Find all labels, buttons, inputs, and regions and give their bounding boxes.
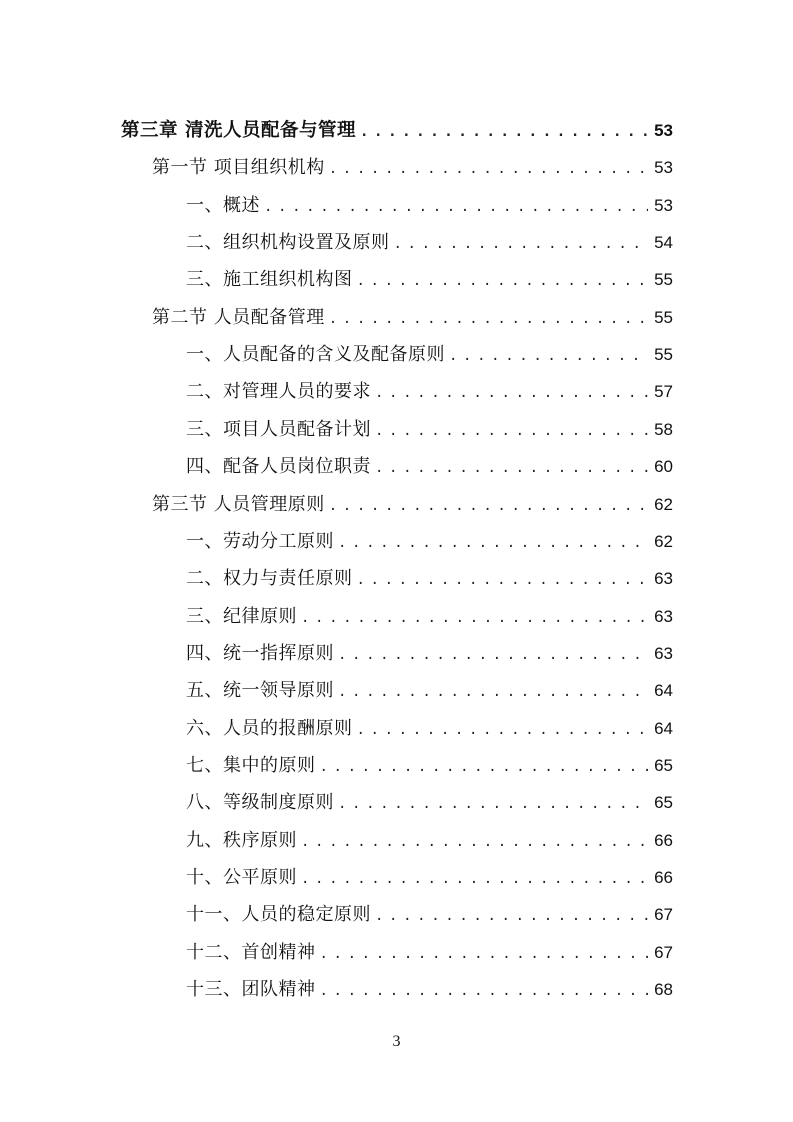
toc-entry-page: 64 [654,719,673,738]
toc-entry-label: 一、劳动分工原则 [186,531,334,552]
toc-entry[interactable] [186,747,673,784]
toc-dot-leader [320,936,649,973]
toc-entry[interactable] [186,373,673,410]
toc-entry-label: 十二、首创精神 [186,942,316,963]
toc-dot-leader [329,151,648,188]
toc-entry[interactable] [186,971,673,1008]
toc-dot-leader [338,637,648,674]
toc-dot-leader [449,338,648,375]
toc-entry-page: 53 [654,196,673,215]
toc-entry[interactable] [152,149,673,186]
toc-entry[interactable] [186,560,673,597]
toc-dot-leader [338,786,648,823]
toc-entry-page: 63 [654,607,673,626]
toc-entry-page: 65 [654,793,673,812]
toc-entry[interactable] [186,187,673,224]
toc-dot-leader [357,712,649,749]
toc-entry-page: 67 [654,943,673,962]
toc-dot-leader [301,824,648,861]
toc-entry-label: 五、统一领导原则 [186,680,334,701]
toc-entry-page: 63 [654,569,673,588]
toc-entry-page: 66 [654,868,673,887]
toc-entry-label: 四、统一指挥原则 [186,643,334,664]
toc-entry-page: 63 [654,644,673,663]
toc-entry-label: 八、等级制度原则 [186,792,334,813]
toc-entry[interactable] [186,261,673,298]
toc-dot-leader [320,973,649,1010]
toc-dot-leader [301,600,648,637]
toc-entry-label: 一、概述 [186,195,260,216]
toc-entry-page: 53 [654,158,673,177]
toc-dot-leader [375,375,648,412]
toc-entry-label: 十、公平原则 [186,867,297,888]
toc-entry-label: 九、秩序原则 [186,830,297,851]
toc-entry-label: 二、组织机构设置及原则 [186,232,390,253]
toc-entry-label: 二、对管理人员的要求 [186,381,371,402]
toc-entry-label: 二、权力与责任原则 [186,568,353,589]
toc-entry[interactable] [186,411,673,448]
toc-dot-leader [329,488,648,525]
toc-entry[interactable] [186,598,673,635]
toc-entry[interactable] [186,635,673,672]
toc-entry[interactable] [186,934,673,971]
toc-dot-leader [264,189,648,226]
toc-entry-page: 67 [654,905,673,924]
toc-entry-label: 一、人员配备的含义及配备原则 [186,344,445,365]
toc-dot-leader [357,562,649,599]
toc-entry-page: 65 [654,756,673,775]
toc-entry-label: 三、项目人员配备计划 [186,419,371,440]
toc-entry-label: 六、人员的报酬原则 [186,718,353,739]
toc-entry-label: 第二节 人员配备管理 [152,307,325,328]
toc-entry[interactable] [186,224,673,261]
toc-entry[interactable] [152,299,673,336]
toc-entry-label: 第三节 人员管理原则 [152,494,325,515]
toc-entry[interactable] [186,672,673,709]
toc-entry-page: 53 [654,121,673,140]
toc-dot-leader [357,263,649,300]
toc-entry-page: 62 [654,495,673,514]
toc-entry-label: 七、集中的原则 [186,755,316,776]
toc-dot-leader [301,861,648,898]
toc-entry-label: 三、纪律原则 [186,606,297,627]
toc-entry-label: 四、配备人员岗位职责 [186,456,371,477]
toc-entry[interactable] [186,448,673,485]
toc-entry-label: 三、施工组织机构图 [186,269,353,290]
toc-dot-leader [375,450,648,487]
toc-entry[interactable] [186,896,673,933]
toc-entry-page: 55 [654,345,673,364]
toc-entry-label: 十三、团队精神 [186,979,316,1000]
toc-entry-page: 68 [654,980,673,999]
toc-entry-label: 第一节 项目组织机构 [152,157,325,178]
toc-entry[interactable] [186,710,673,747]
toc-dot-leader [394,226,649,263]
toc-entry-page: 55 [654,308,673,327]
toc-dot-leader [338,525,648,562]
toc-entry[interactable] [121,112,673,149]
toc-entry[interactable] [186,523,673,560]
toc-entry-page: 66 [654,831,673,850]
toc-entry-page: 60 [654,457,673,476]
toc-entry-page: 54 [654,233,673,252]
toc-entry-page: 62 [654,532,673,551]
toc-entry[interactable] [186,822,673,859]
toc-dot-leader [360,114,648,151]
toc-entry-label: 十一、人员的稳定原则 [186,904,371,925]
toc-entry[interactable] [186,859,673,896]
toc-entry[interactable] [152,486,673,523]
page-number: 3 [392,1033,401,1050]
toc-dot-leader [375,898,648,935]
toc-entry-page: 64 [654,681,673,700]
toc-entry-page: 55 [654,270,673,289]
toc-entry-page: 58 [654,420,673,439]
toc-entry-label: 第三章 清洗人员配备与管理 [121,120,356,141]
toc-dot-leader [375,413,648,450]
toc-dot-leader [329,301,648,338]
toc-dot-leader [320,749,649,786]
toc-entry[interactable] [186,336,673,373]
toc-entry[interactable] [186,784,673,821]
toc-entry-page: 57 [654,382,673,401]
toc-dot-leader [338,674,648,711]
